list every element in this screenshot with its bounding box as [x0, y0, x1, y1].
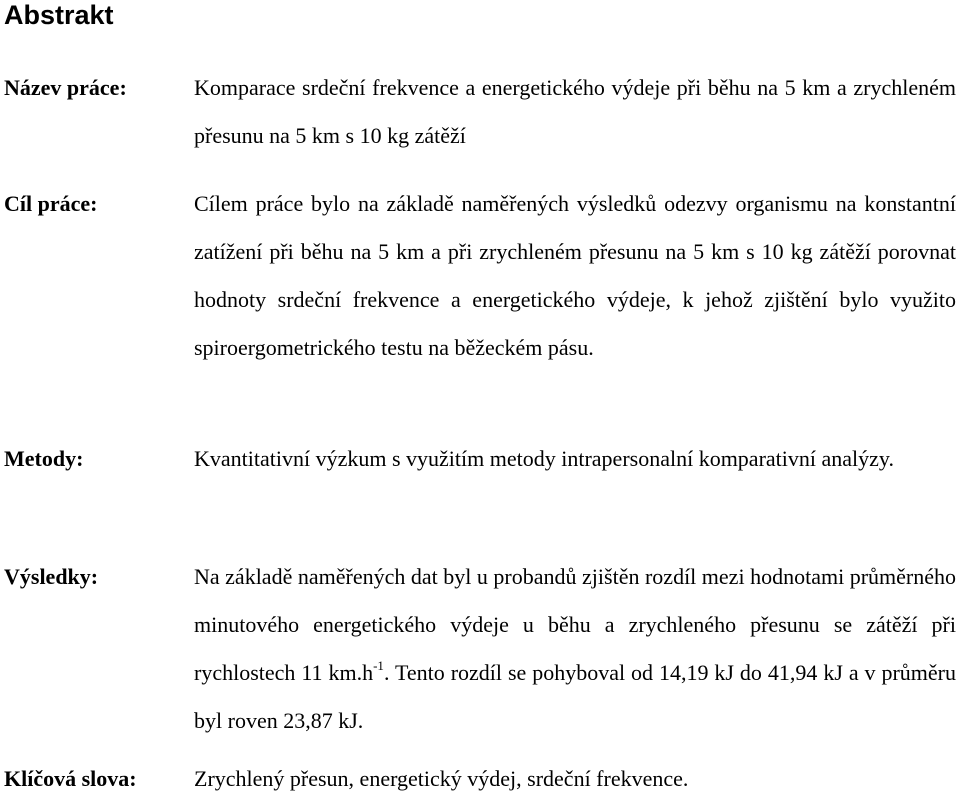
results-unit-exponent: -1 [373, 657, 384, 673]
keywords-label: Klíčová slova: [4, 766, 137, 791]
goal-label: Cíl práce: [4, 191, 98, 216]
results-value [194, 553, 956, 745]
title-value: Komparace srdeční frekvence a energetického výdeje při běhu na 5 km a zrychleném přesunu na 5 km s 10 kg zátěží [194, 75, 956, 148]
results-text-main: Na základě naměřených dat byl u probandů zjištěn rozdíl mezi hodnotami průměrného minutového energetického výdeje u běhu a zrychleného přesunu se zátěží při rychlostech 11 km.h [194, 564, 956, 685]
goal-value: Cílem práce bylo na základě naměřených výsledků odezvy organismu na konstantní zatížení při běhu na 5 km a při zrychleném přesunu na 5 km s 10 kg zátěží porovnat hodnoty srdeční frekvence a energetického výdeje, k jehož zjištění bylo využito spiroergometrického testu na běžeckém pásu. [194, 191, 956, 360]
keywords-value: Zrychlený přesun, energetický výdej, srdeční frekvence. [194, 766, 689, 791]
methods-label: Metody: [4, 446, 84, 471]
methods-value: Kvantitativní výzkum s využitím metody intrapersonalní komparativní analýzy. [194, 446, 894, 471]
title-label: Název práce: [4, 75, 127, 100]
abstract-heading: Abstrakt [4, 0, 114, 30]
results-text-rest: . Tento rozdíl se pohyboval od 14,19 kJ do 41,94 kJ a v průměru byl roven 23,87 kJ. [194, 660, 956, 733]
results-label: Výsledky: [4, 564, 99, 589]
